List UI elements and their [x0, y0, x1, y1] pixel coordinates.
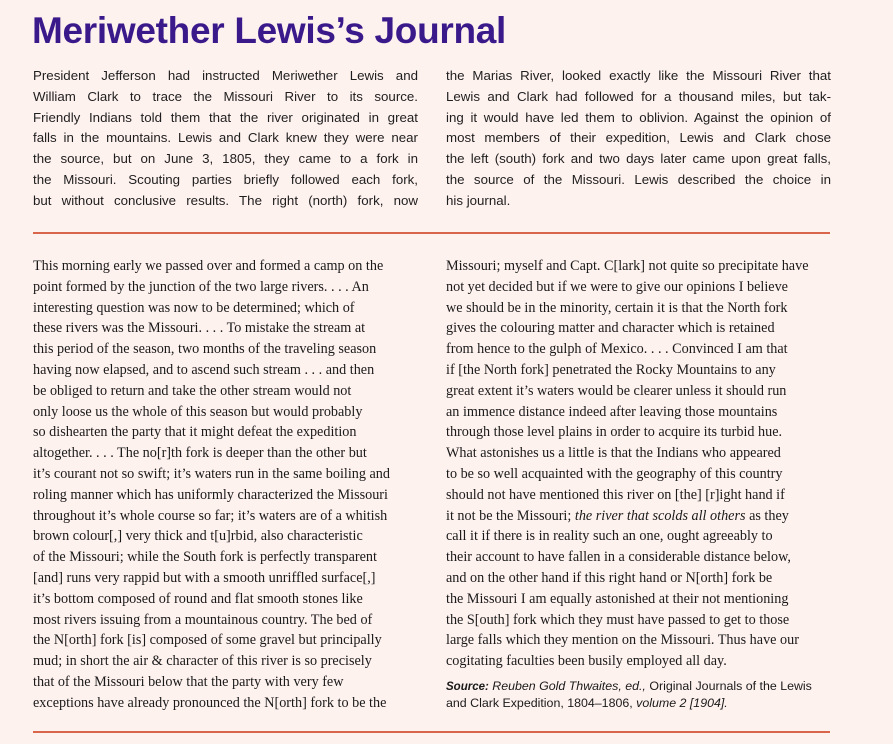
- quote-line: and on the other hand if this right hand or N[orth] fork be: [446, 569, 773, 586]
- quote-line: only loose us the whole of this season but would probably: [33, 403, 363, 420]
- quote-line: call it if there is in reality such an one, ought agreeably to: [446, 528, 773, 545]
- source-citation: [446, 679, 836, 711]
- quote-line: it’s courant not so swift; it’s waters run in the same boiling and: [33, 465, 390, 482]
- quote-line: large falls which they mention on the Missouri. Thus have our: [446, 632, 799, 649]
- quote-line: these rivers was the Missouri. . . . To mistake the stream at: [33, 320, 366, 337]
- quote-line: Missouri; myself and Capt. C[lark] not quite so precipitate have: [446, 258, 809, 274]
- quote-line: This morning early we passed over and formed a camp on the: [33, 258, 384, 274]
- source-author: Reuben Gold Thwaites, ed.,: [492, 679, 646, 693]
- quote-line: should not have mentioned this river on [the] [r]ight hand if: [446, 486, 785, 503]
- intro-line: but without conclusive results. The right (north) fork, now: [33, 192, 418, 208]
- intro-line: the Marias River, looked exactly like the Missouri River that: [446, 68, 831, 83]
- source-title-part1: Original Journals of the Lewis: [649, 679, 812, 693]
- quote-line: so dishearten the party that it might defeat the expedition: [33, 424, 357, 441]
- quote-line: the Missouri I am equally astonished at their not mentioning: [446, 590, 789, 607]
- intro-line: President Jefferson had instructed Meriwether Lewis and: [33, 68, 418, 83]
- intro-line: falls in the mountains. Lewis and Clark knew they were near: [33, 130, 418, 146]
- quote-line: that of the Missouri below that the party with very few: [33, 673, 344, 690]
- quote-line-with-italic: [446, 506, 836, 527]
- quote-line: we should be in the minority, certain it is that the North fork: [446, 299, 788, 316]
- journal-quote-left-column: [33, 256, 423, 714]
- quote-line: brown colour[,] very thick and t[u]rbid, also characteristic: [33, 528, 363, 545]
- quote-line: great extent it’s waters would be clearer unless it should run: [446, 382, 787, 399]
- source-title-part2: and Clark Expedition, 1804–1806,: [446, 695, 633, 710]
- quote-line: to be so well acquainted with the geography of this country: [446, 465, 783, 482]
- journal-quote-right-column: [446, 256, 836, 672]
- source-volume: volume 2 [1904].: [636, 695, 728, 710]
- quote-text: it not be the Missouri;: [446, 507, 575, 524]
- quote-line: not yet decided but if we were to give our opinions I believe: [446, 278, 788, 295]
- divider-bottom: [33, 731, 830, 733]
- intro-line: the source, but on June 3, 1805, they came to a fork in: [33, 151, 418, 167]
- quote-line: of the Missouri; while the South fork is perfectly transparent: [33, 549, 377, 566]
- quote-line: having now elapsed, and to ascend such stream . . . and then: [33, 361, 375, 378]
- intro-line: the source of the Missouri. Lewis described the choice in: [446, 171, 831, 187]
- quote-line: [and] runs very rappid but with a smooth unriffled surface[,]: [33, 569, 376, 586]
- intro-left-column: [33, 66, 418, 212]
- intro-line: William Clark to trace the Missouri River to its source.: [33, 88, 418, 104]
- quote-line: be obliged to return and take the other stream would not: [33, 382, 352, 399]
- quote-line: throughout it’s whole course so far; it’s waters are of a whitish: [33, 507, 388, 524]
- quote-line: if [the North fork] penetrated the Rocky Mountains to any: [446, 361, 776, 378]
- source-line: [446, 696, 836, 712]
- quote-line: exceptions have already pronounced the N[orth] fork to be the: [33, 694, 387, 711]
- quote-line: the S[outh] fork which they must have passed to get to those: [446, 611, 790, 628]
- source-line: [446, 679, 836, 696]
- quote-line: point formed by the junction of the two large rivers. . . . An: [33, 278, 369, 295]
- intro-line: Friendly Indians told them that the river originated in great: [33, 109, 418, 125]
- quote-line: altogether. . . . The no[r]th fork is deeper than the other but: [33, 445, 367, 462]
- quote-line: cogitating faculties been busily employed all day.: [446, 653, 727, 670]
- quote-line: through those level plains in order to acquire its turbid hue.: [446, 424, 783, 441]
- quote-italic-phrase: the river that scolds all others: [574, 507, 746, 524]
- intro-line: Lewis and Clark had followed for a thousand miles, but tak-: [446, 88, 831, 104]
- quote-line: most rivers issuing from a mountainous country. The bed of: [33, 611, 373, 628]
- source-label: Source:: [446, 681, 489, 693]
- quote-line: What astonishes us a little is that the Indians who appeared: [446, 445, 781, 462]
- quote-line: mud; in short the air & character of this river is so precisely: [33, 653, 372, 670]
- quote-line: this period of the season, two months of the traveling season: [33, 341, 377, 358]
- quote-line: the N[orth] fork [is] composed of some gravel but principally: [33, 632, 382, 649]
- intro-line: the Missouri. Scouting parties briefly followed each fork,: [33, 171, 418, 187]
- quote-line: it’s bottom composed of round and flat smooth stones like: [33, 590, 363, 607]
- intro-line: ing it would have led them to oblivion. Against the opinion of: [446, 109, 831, 125]
- quote-line: an immence distance indeed after leaving those mountains: [446, 403, 778, 420]
- quote-text: as they: [745, 507, 789, 524]
- quote-line: gives the colouring matter and character which is retained: [446, 320, 775, 337]
- quote-line: their account to have fallen in a considerable distance below,: [446, 549, 791, 566]
- intro-line: the left (south) fork and two days later came upon great falls,: [446, 151, 831, 167]
- quote-line: from hence to the gulph of Mexico. . . . Convinced I am that: [446, 341, 788, 358]
- intro-line: his journal.: [446, 192, 511, 208]
- intro-right-column: [446, 66, 831, 212]
- quote-line: interesting question was now to be determined; which of: [33, 299, 355, 316]
- quote-line: roling manner which has uniformly characterized the Missouri: [33, 486, 388, 503]
- intro-line: most members of their expedition, Lewis and Clark chose: [446, 130, 831, 146]
- divider-top: [33, 232, 830, 234]
- page-title: Meriwether Lewis’s Journal: [32, 10, 507, 51]
